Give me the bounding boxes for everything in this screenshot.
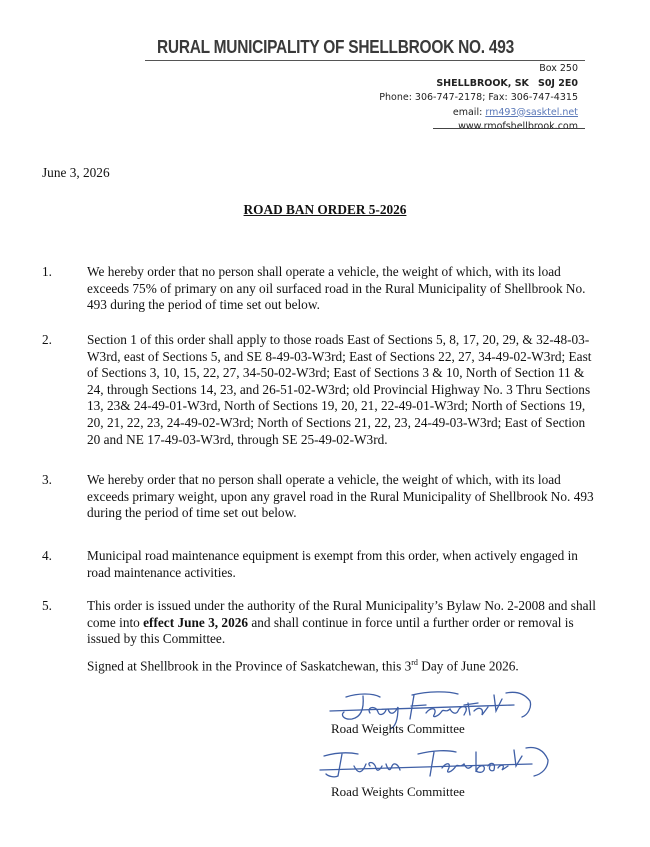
address-phone: Phone: 306-747-2178; Fax: 306-747-4315 [379, 92, 578, 103]
item-text-after: and shall continue in force until a further order or removal is issued by this Committee. [87, 614, 574, 647]
website[interactable]: www.rmofshellbrook.com [458, 121, 578, 132]
email-label: email: [452, 106, 483, 118]
signed-text-before: Signed at Shellbrook in the Province of Saskatchewan, this 3 [87, 658, 412, 674]
email-link[interactable]: rm493@sasktel.net [485, 106, 578, 118]
item-text: We hereby order that no person shall operate a vehicle, the weight of which, with its load exceeds primary weight, upon any gravel road in the Rural Municipality of Shellbrook No. 493 during the period of time set out below. [87, 472, 594, 521]
item-text: Section 1 of this order shall apply to those roads East of Sections 5, 8, 17, 20, 29, & 32-48-03-W3rd, east of Sections 5, and SE 8-49-03-W3rd; East of Sections 22, 27, 34-49-02-W3rd; East of Sections 3, 10, 15, 22, 27, 34-50-02-W3rd; East of Sections 3 & 10, North of Section 11 & 24, through Sections 14, 23, and 26-51-02-W3rd; old Provincial Highway No. 3 Thru Sections 13, 23& 24-49-01-W3rd, North of Sections 19, 20, 21, 22-49-01-W3rd; North of Sections 19, 20, 21, 22, 23, 24-49-02-W3rd; North of Sections 21, 22, 23, 24-49-03-W3rd; East of Section 20 and NE 17-49-03-W3rd, through SE 25-49-02-W3rd. [87, 332, 592, 447]
letterhead-title: RURAL MUNICIPALITY OF SHELLBROOK NO. 493 [157, 37, 514, 57]
letterhead-rule [145, 60, 585, 61]
signed-text-after: Day of June 2026. [417, 658, 519, 674]
item-number: 4. [42, 548, 52, 563]
signed-statement [87, 658, 519, 674]
address-rule [433, 128, 585, 129]
signature-image [318, 738, 558, 788]
item-text: Municipal road maintenance equipment is exempt from this order, when actively engaged in road maintenance activities. [87, 548, 578, 580]
document-date: June 3, 2026 [42, 165, 110, 180]
address-postal: S0J 2E0 [537, 77, 578, 89]
address-city-line [379, 77, 578, 92]
effective-date: effect June 3, 2026 [143, 614, 249, 630]
signature-caption: Road Weights Committee [331, 721, 465, 736]
item-number: 3. [42, 472, 52, 487]
item-number: 2. [42, 332, 52, 347]
item-number: 1. [42, 264, 52, 279]
address-city: SHELLBROOK, SK [436, 77, 529, 89]
order-title: ROAD BAN ORDER 5-2026 [243, 202, 407, 217]
signature-caption: Road Weights Committee [331, 784, 465, 799]
item-text-before: This order is issued under the authority of the Rural Municipality’s Bylaw No. 2-2008 and shall come into [87, 598, 596, 630]
item-text [87, 598, 597, 648]
address-block [379, 62, 578, 135]
signed-sup: rd [411, 658, 418, 667]
item-number: 5. [42, 598, 52, 613]
address-box: Box 250 [539, 63, 578, 74]
address-email-line [379, 106, 578, 121]
item-text: We hereby order that no person shall operate a vehicle, the weight of which, with its load exceeds 75% of primary on any oil surfaced road in the Rural Municipality of Shellbrook No. 493 during the period of time set out below. [87, 264, 586, 313]
